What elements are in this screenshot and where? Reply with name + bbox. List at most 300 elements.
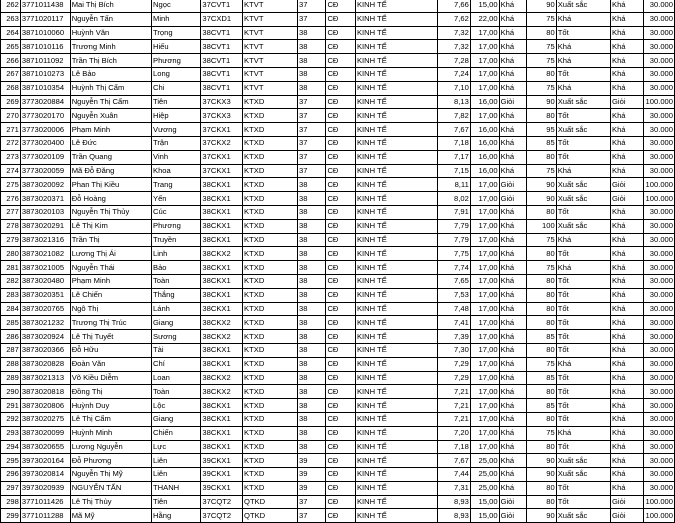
- faculty-cell: KINH TẾ: [355, 509, 437, 523]
- academic-rank-cell: Khá: [499, 385, 527, 399]
- conduct-score-cell: 85: [527, 399, 557, 413]
- stt-cell: 287: [1, 343, 21, 357]
- surname-cell: Huỳnh Minh: [70, 426, 151, 440]
- scholarship-amount-cell: 30.000: [644, 481, 675, 495]
- conduct-rank-cell: Tốt: [556, 495, 610, 509]
- student-id-cell: 3873020351: [20, 288, 70, 302]
- cohort-cell: 38: [298, 219, 326, 233]
- table-body: [1, 0, 675, 523]
- gpa-cell: 7,21: [438, 399, 471, 413]
- given-name-cell: Vinh: [152, 150, 201, 164]
- surname-cell: Nguyễn Thị Cẩm: [70, 95, 151, 109]
- surname-cell: Võ Kiều Diễm: [70, 371, 151, 385]
- cohort-cell: 38: [298, 205, 326, 219]
- stt-cell: 277: [1, 205, 21, 219]
- major-cell: KTXD: [243, 247, 298, 261]
- credits-cell: 17,00: [470, 40, 499, 54]
- class-cell: 37CQT2: [201, 495, 243, 509]
- level-cell: CĐ: [326, 509, 355, 523]
- conduct-score-cell: 80: [527, 150, 557, 164]
- academic-rank-cell: Khá: [499, 219, 527, 233]
- faculty-cell: KINH TẾ: [355, 495, 437, 509]
- gpa-cell: 7,32: [438, 26, 471, 40]
- stt-cell: 263: [1, 12, 21, 26]
- faculty-cell: KINH TẾ: [355, 26, 437, 40]
- scholarship-amount-cell: 30.000: [644, 357, 675, 371]
- surname-cell: Lương Nguyễn: [70, 440, 151, 454]
- conduct-rank-cell: Khá: [556, 81, 610, 95]
- stt-cell: 293: [1, 426, 21, 440]
- class-cell: 38CKX2: [201, 330, 243, 344]
- surname-cell: Đồng Thị: [70, 385, 151, 399]
- class-cell: 38CVT1: [201, 67, 243, 81]
- gpa-cell: 7,29: [438, 371, 471, 385]
- major-cell: KTXD: [243, 412, 298, 426]
- overall-rank-cell: Giỏi: [611, 178, 644, 192]
- table-row: [1, 426, 675, 440]
- gpa-cell: 8,13: [438, 95, 471, 109]
- table-row: [1, 454, 675, 468]
- student-id-cell: 3871010354: [20, 81, 70, 95]
- stt-cell: 271: [1, 123, 21, 137]
- faculty-cell: KINH TẾ: [355, 67, 437, 81]
- conduct-rank-cell: Khá: [556, 54, 610, 68]
- conduct-rank-cell: Tốt: [556, 67, 610, 81]
- major-cell: KTVT: [243, 12, 298, 26]
- academic-rank-cell: Khá: [499, 164, 527, 178]
- cohort-cell: 39: [298, 481, 326, 495]
- class-cell: 38CKX1: [201, 426, 243, 440]
- academic-rank-cell: Khá: [499, 371, 527, 385]
- student-id-cell: 3873020480: [20, 274, 70, 288]
- overall-rank-cell: Khá: [611, 109, 644, 123]
- surname-cell: Lê Thị Cẩm: [70, 412, 151, 426]
- gpa-cell: 7,91: [438, 205, 471, 219]
- surname-cell: Huỳnh Văn: [70, 26, 151, 40]
- overall-rank-cell: Khá: [611, 440, 644, 454]
- stt-cell: 294: [1, 440, 21, 454]
- student-id-cell: 3873020924: [20, 330, 70, 344]
- stt-cell: 295: [1, 454, 21, 468]
- credits-cell: 17,00: [470, 67, 499, 81]
- given-name-cell: Phương: [152, 219, 201, 233]
- major-cell: KTXD: [243, 261, 298, 275]
- conduct-score-cell: 75: [527, 164, 557, 178]
- gpa-cell: 7,24: [438, 67, 471, 81]
- overall-rank-cell: Khá: [611, 274, 644, 288]
- cohort-cell: 38: [298, 302, 326, 316]
- faculty-cell: KINH TẾ: [355, 371, 437, 385]
- conduct-score-cell: 85: [527, 371, 557, 385]
- student-id-cell: 3771011288: [20, 509, 70, 523]
- credits-cell: 17,00: [470, 330, 499, 344]
- major-cell: KTXD: [243, 468, 298, 482]
- cohort-cell: 38: [298, 426, 326, 440]
- stt-cell: 272: [1, 136, 21, 150]
- academic-rank-cell: Khá: [499, 12, 527, 26]
- faculty-cell: KINH TẾ: [355, 164, 437, 178]
- conduct-score-cell: 80: [527, 316, 557, 330]
- given-name-cell: Lộc: [152, 399, 201, 413]
- faculty-cell: KINH TẾ: [355, 178, 437, 192]
- scholarship-amount-cell: 30.000: [644, 247, 675, 261]
- gpa-cell: 7,17: [438, 150, 471, 164]
- faculty-cell: KINH TẾ: [355, 454, 437, 468]
- stt-cell: 282: [1, 274, 21, 288]
- table-row: [1, 81, 675, 95]
- credits-cell: 17,00: [470, 219, 499, 233]
- gpa-cell: 8,93: [438, 509, 471, 523]
- overall-rank-cell: Khá: [611, 288, 644, 302]
- cohort-cell: 38: [298, 440, 326, 454]
- conduct-rank-cell: Khá: [556, 357, 610, 371]
- class-cell: 38CKX1: [201, 343, 243, 357]
- table-row: [1, 288, 675, 302]
- overall-rank-cell: Giỏi: [611, 95, 644, 109]
- table-row: [1, 54, 675, 68]
- conduct-rank-cell: Tốt: [556, 288, 610, 302]
- scholarship-amount-cell: 30.000: [644, 123, 675, 137]
- level-cell: CĐ: [326, 399, 355, 413]
- class-cell: 38CKX2: [201, 371, 243, 385]
- surname-cell: Phạm Minh: [70, 123, 151, 137]
- student-id-cell: 3773020170: [20, 109, 70, 123]
- conduct-rank-cell: Tốt: [556, 26, 610, 40]
- stt-cell: 296: [1, 468, 21, 482]
- scholarship-amount-cell: 30.000: [644, 468, 675, 482]
- major-cell: KTXD: [243, 205, 298, 219]
- academic-rank-cell: Giỏi: [499, 509, 527, 523]
- given-name-cell: Cúc: [152, 205, 201, 219]
- faculty-cell: KINH TẾ: [355, 302, 437, 316]
- faculty-cell: KINH TẾ: [355, 123, 437, 137]
- given-name-cell: Tài: [152, 343, 201, 357]
- overall-rank-cell: Giỏi: [611, 495, 644, 509]
- major-cell: KTVT: [243, 54, 298, 68]
- cohort-cell: 38: [298, 261, 326, 275]
- class-cell: 38CKX1: [201, 357, 243, 371]
- conduct-score-cell: 75: [527, 357, 557, 371]
- conduct-rank-cell: Khá: [556, 12, 610, 26]
- overall-rank-cell: Khá: [611, 330, 644, 344]
- scholarship-amount-cell: 30.000: [644, 40, 675, 54]
- credits-cell: 17,00: [470, 440, 499, 454]
- faculty-cell: KINH TẾ: [355, 205, 437, 219]
- level-cell: CĐ: [326, 495, 355, 509]
- conduct-score-cell: 80: [527, 274, 557, 288]
- academic-rank-cell: Khá: [499, 0, 527, 12]
- cohort-cell: 37: [298, 495, 326, 509]
- academic-rank-cell: Khá: [499, 26, 527, 40]
- class-cell: 39CKX1: [201, 454, 243, 468]
- faculty-cell: KINH TẾ: [355, 385, 437, 399]
- conduct-rank-cell: Xuất sắc: [556, 509, 610, 523]
- overall-rank-cell: Khá: [611, 219, 644, 233]
- faculty-cell: KINH TẾ: [355, 136, 437, 150]
- credits-cell: 17,00: [470, 426, 499, 440]
- conduct-rank-cell: Tốt: [556, 109, 610, 123]
- academic-rank-cell: Khá: [499, 412, 527, 426]
- level-cell: CĐ: [326, 468, 355, 482]
- class-cell: 38CKX1: [201, 205, 243, 219]
- credits-cell: 17,00: [470, 54, 499, 68]
- table-row: [1, 385, 675, 399]
- gpa-cell: 7,48: [438, 302, 471, 316]
- given-name-cell: Liên: [152, 454, 201, 468]
- table-row: [1, 412, 675, 426]
- given-name-cell: Khoa: [152, 164, 201, 178]
- major-cell: KTXD: [243, 233, 298, 247]
- given-name-cell: Sương: [152, 330, 201, 344]
- academic-rank-cell: Khá: [499, 247, 527, 261]
- given-name-cell: Chí: [152, 357, 201, 371]
- table-row: [1, 495, 675, 509]
- level-cell: CĐ: [326, 440, 355, 454]
- overall-rank-cell: Khá: [611, 150, 644, 164]
- conduct-score-cell: 75: [527, 261, 557, 275]
- conduct-rank-cell: Xuất sắc: [556, 454, 610, 468]
- stt-cell: 289: [1, 371, 21, 385]
- class-cell: 38CKX2: [201, 316, 243, 330]
- given-name-cell: Phương: [152, 54, 201, 68]
- credits-cell: 17,00: [470, 274, 499, 288]
- major-cell: KTXD: [243, 95, 298, 109]
- gpa-cell: 7,28: [438, 54, 471, 68]
- table-row: [1, 330, 675, 344]
- faculty-cell: KINH TẾ: [355, 261, 437, 275]
- table-row: [1, 95, 675, 109]
- stt-cell: 280: [1, 247, 21, 261]
- level-cell: CĐ: [326, 0, 355, 12]
- class-cell: 38CKX1: [201, 412, 243, 426]
- gpa-cell: 7,75: [438, 247, 471, 261]
- level-cell: CĐ: [326, 426, 355, 440]
- cohort-cell: 38: [298, 412, 326, 426]
- level-cell: CĐ: [326, 412, 355, 426]
- cohort-cell: 38: [298, 371, 326, 385]
- academic-rank-cell: Khá: [499, 316, 527, 330]
- conduct-rank-cell: Tốt: [556, 247, 610, 261]
- stt-cell: 268: [1, 81, 21, 95]
- gpa-cell: 7,31: [438, 481, 471, 495]
- student-id-cell: 3973020939: [20, 481, 70, 495]
- table-row: [1, 12, 675, 26]
- level-cell: CĐ: [326, 385, 355, 399]
- faculty-cell: KINH TẾ: [355, 95, 437, 109]
- faculty-cell: KINH TẾ: [355, 40, 437, 54]
- scholarship-amount-cell: 30.000: [644, 261, 675, 275]
- academic-rank-cell: Khá: [499, 233, 527, 247]
- credits-cell: 16,00: [470, 95, 499, 109]
- overall-rank-cell: Khá: [611, 316, 644, 330]
- conduct-score-cell: 100: [527, 219, 557, 233]
- student-id-cell: 3873020291: [20, 219, 70, 233]
- conduct-rank-cell: Khá: [556, 261, 610, 275]
- level-cell: CĐ: [326, 26, 355, 40]
- class-cell: 38CKX1: [201, 274, 243, 288]
- cohort-cell: 38: [298, 81, 326, 95]
- conduct-rank-cell: Tốt: [556, 205, 610, 219]
- overall-rank-cell: Khá: [611, 205, 644, 219]
- student-id-cell: 3873020371: [20, 192, 70, 206]
- given-name-cell: Bảo: [152, 261, 201, 275]
- surname-cell: Ngô Thị: [70, 302, 151, 316]
- student-id-cell: 3873020099: [20, 426, 70, 440]
- cohort-cell: 38: [298, 274, 326, 288]
- given-name-cell: THANH: [152, 481, 201, 495]
- class-cell: 38CKX1: [201, 399, 243, 413]
- scholarship-amount-cell: 30.000: [644, 0, 675, 12]
- level-cell: CĐ: [326, 136, 355, 150]
- level-cell: CĐ: [326, 454, 355, 468]
- student-id-cell: 3773020006: [20, 123, 70, 137]
- scholarship-amount-cell: 30.000: [644, 399, 675, 413]
- academic-rank-cell: Giỏi: [499, 95, 527, 109]
- stt-cell: 291: [1, 399, 21, 413]
- credits-cell: 25,00: [470, 468, 499, 482]
- credits-cell: 17,00: [470, 178, 499, 192]
- academic-rank-cell: Khá: [499, 357, 527, 371]
- cohort-cell: 38: [298, 67, 326, 81]
- credits-cell: 17,00: [470, 343, 499, 357]
- conduct-score-cell: 80: [527, 412, 557, 426]
- table-row: [1, 440, 675, 454]
- given-name-cell: Long: [152, 67, 201, 81]
- stt-cell: 283: [1, 288, 21, 302]
- class-cell: 38CKX1: [201, 302, 243, 316]
- conduct-rank-cell: Tốt: [556, 136, 610, 150]
- student-id-cell: 3873020828: [20, 357, 70, 371]
- major-cell: KTVT: [243, 0, 298, 12]
- stt-cell: 266: [1, 54, 21, 68]
- faculty-cell: KINH TẾ: [355, 274, 437, 288]
- conduct-rank-cell: Tốt: [556, 399, 610, 413]
- major-cell: KTXD: [243, 385, 298, 399]
- student-id-cell: 3771020117: [20, 12, 70, 26]
- overall-rank-cell: Khá: [611, 81, 644, 95]
- given-name-cell: Hiếu: [152, 40, 201, 54]
- gpa-cell: 7,10: [438, 81, 471, 95]
- given-name-cell: Linh: [152, 247, 201, 261]
- class-cell: 37CKX1: [201, 164, 243, 178]
- major-cell: KTXD: [243, 192, 298, 206]
- cohort-cell: 38: [298, 343, 326, 357]
- overall-rank-cell: Giỏi: [611, 192, 644, 206]
- major-cell: KTXD: [243, 164, 298, 178]
- given-name-cell: Lực: [152, 440, 201, 454]
- cohort-cell: 38: [298, 54, 326, 68]
- cohort-cell: 39: [298, 454, 326, 468]
- student-id-cell: 3873020275: [20, 412, 70, 426]
- table-row: [1, 233, 675, 247]
- academic-rank-cell: Khá: [499, 136, 527, 150]
- faculty-cell: KINH TẾ: [355, 481, 437, 495]
- cohort-cell: 38: [298, 316, 326, 330]
- conduct-rank-cell: Tốt: [556, 343, 610, 357]
- cohort-cell: 38: [298, 233, 326, 247]
- conduct-rank-cell: Tốt: [556, 481, 610, 495]
- cohort-cell: 38: [298, 330, 326, 344]
- faculty-cell: KINH TẾ: [355, 426, 437, 440]
- student-id-cell: 3873020818: [20, 385, 70, 399]
- level-cell: CĐ: [326, 274, 355, 288]
- faculty-cell: KINH TẾ: [355, 247, 437, 261]
- level-cell: CĐ: [326, 219, 355, 233]
- class-cell: 38CKX1: [201, 233, 243, 247]
- student-id-cell: 3973020814: [20, 468, 70, 482]
- level-cell: CĐ: [326, 481, 355, 495]
- cohort-cell: 37: [298, 123, 326, 137]
- major-cell: KTXD: [243, 178, 298, 192]
- conduct-score-cell: 75: [527, 40, 557, 54]
- academic-rank-cell: Khá: [499, 81, 527, 95]
- academic-rank-cell: Khá: [499, 426, 527, 440]
- surname-cell: Lê Thị Tuyết: [70, 330, 151, 344]
- class-cell: 38CKX1: [201, 192, 243, 206]
- gpa-cell: 7,39: [438, 330, 471, 344]
- given-name-cell: Giang: [152, 316, 201, 330]
- table-row: [1, 399, 675, 413]
- scholarship-amount-cell: 30.000: [644, 136, 675, 150]
- surname-cell: Đỗ Hữu: [70, 343, 151, 357]
- academic-rank-cell: Khá: [499, 40, 527, 54]
- cohort-cell: 38: [298, 399, 326, 413]
- level-cell: CĐ: [326, 357, 355, 371]
- faculty-cell: KINH TẾ: [355, 54, 437, 68]
- student-id-cell: 3871011092: [20, 54, 70, 68]
- cohort-cell: 39: [298, 468, 326, 482]
- table-row: [1, 150, 675, 164]
- overall-rank-cell: Khá: [611, 302, 644, 316]
- surname-cell: Lê Đức: [70, 136, 151, 150]
- surname-cell: Đỗ Hoàng: [70, 192, 151, 206]
- faculty-cell: KINH TẾ: [355, 233, 437, 247]
- stt-cell: 274: [1, 164, 21, 178]
- overall-rank-cell: Khá: [611, 399, 644, 413]
- surname-cell: Phạm Minh: [70, 274, 151, 288]
- level-cell: CĐ: [326, 54, 355, 68]
- class-cell: 38CKX1: [201, 440, 243, 454]
- conduct-rank-cell: Tốt: [556, 330, 610, 344]
- class-cell: 37CXD1: [201, 12, 243, 26]
- faculty-cell: KINH TẾ: [355, 192, 437, 206]
- conduct-score-cell: 95: [527, 123, 557, 137]
- credits-cell: 15,00: [470, 509, 499, 523]
- academic-rank-cell: Khá: [499, 481, 527, 495]
- credits-cell: 17,00: [470, 261, 499, 275]
- level-cell: CĐ: [326, 109, 355, 123]
- overall-rank-cell: Khá: [611, 136, 644, 150]
- given-name-cell: Trận: [152, 136, 201, 150]
- surname-cell: Đoàn Văn: [70, 357, 151, 371]
- conduct-score-cell: 90: [527, 0, 557, 12]
- surname-cell: Nguyễn Tấn: [70, 12, 151, 26]
- overall-rank-cell: Khá: [611, 385, 644, 399]
- level-cell: CĐ: [326, 343, 355, 357]
- overall-rank-cell: Khá: [611, 247, 644, 261]
- stt-cell: 285: [1, 316, 21, 330]
- conduct-score-cell: 75: [527, 233, 557, 247]
- academic-rank-cell: Khá: [499, 150, 527, 164]
- conduct-score-cell: 80: [527, 288, 557, 302]
- table-row: [1, 123, 675, 137]
- gpa-cell: 7,53: [438, 288, 471, 302]
- cohort-cell: 37: [298, 95, 326, 109]
- major-cell: KTVT: [243, 40, 298, 54]
- major-cell: KTXD: [243, 399, 298, 413]
- faculty-cell: KINH TẾ: [355, 288, 437, 302]
- class-cell: 37CKX1: [201, 150, 243, 164]
